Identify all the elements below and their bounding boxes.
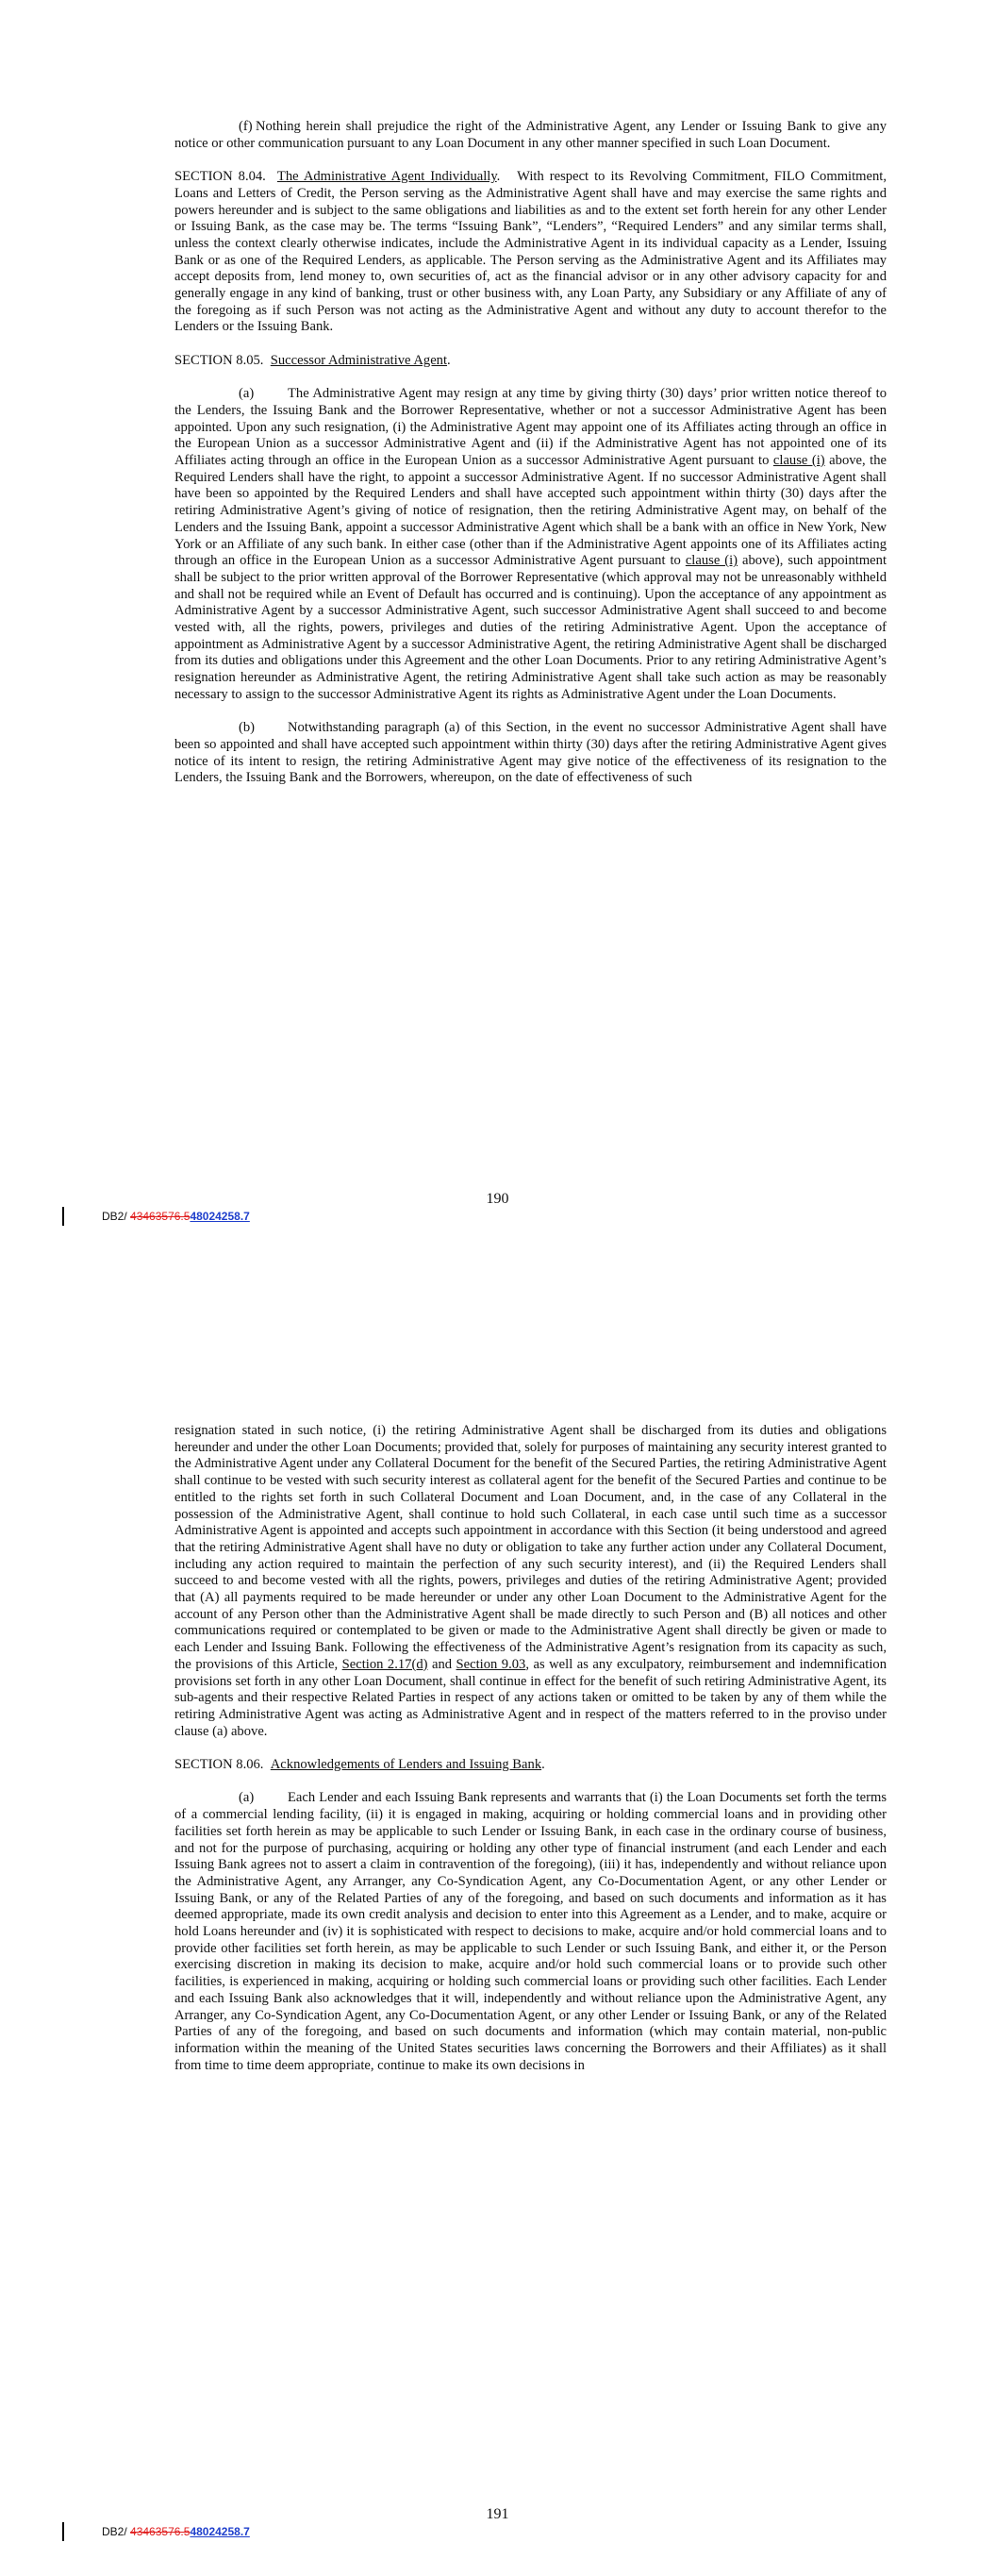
section-reference-link[interactable]: Section 9.03 bbox=[456, 1656, 526, 1672]
change-bar bbox=[62, 1207, 64, 1226]
continuation-paragraph bbox=[174, 1423, 887, 1740]
section-number: SECTION 8.04. bbox=[174, 169, 266, 185]
page-number: 191 bbox=[486, 2506, 509, 2522]
paragraph-text: Nothing herein shall prejudice the right of the Administrative Agent, any Lender or Issuing Bank to give any notice or other communication pursuant to any Loan Document in any other manner specified in such Loan Document. bbox=[174, 119, 887, 151]
section-8-04: SECTION 8.04. The Administrative Agent Individually. With respect to its Revolving Commitment, FILO Commitment, Loans and Letters of Credit, the Person serving as the Administrative Agent shall have and may exercise the same rights and powers hereunder and is subject to the same obligations and liabilities as and to the extent set forth herein for any other Lender or Issuing Bank, as the case may be. The terms “Issuing Bank”, “Lenders”, “Required Lenders” and any similar terms shall, unless the context clearly otherwise indicates, include the Administrative Agent in its individual capacity as a Lender, Issuing Bank or as one of the Required Lenders, as applicable. The Person serving as the Administrative Agent and its Affiliates may accept deposits from, lend money to, own securities of, act as the financial advisor or in any other advisory capacity for and generally engage in any kind of banking, trust or other business with, any Loan Party, any Subsidiary or any Affiliate of any of the foregoing as if such Person was not acting as the Administrative Agent and without any duty to account therefor to the Lenders or the Issuing Bank. bbox=[174, 169, 887, 335]
section-8-06-heading: SECTION 8.06. Acknowledgements of Lenders and Issuing Bank. bbox=[174, 1757, 545, 1773]
paragraph-b bbox=[174, 720, 887, 787]
inserted-doc-id: 48024258.7 bbox=[190, 2525, 250, 2538]
paragraph-text: above), such appointment shall be subject to the prior written approval of the Borrower Representative (which approval may not be unreasonably withheld and shall not be required while an Event of Default has occurred and is continuing). Upon the acceptance of any appointment as Administrative Agent by a successor Administrative Agent, such successor Administrative Agent shall succeed to and become vested with, all the rights, powers, privileges and duties of the retiring Administrative Agent. Upon the acceptance of appointment as Administrative Agent by a successor Administrative Agent, the retiring Administrative Agent shall be discharged from its duties and obligations under this Agreement and the other Loan Documents. Prior to any retiring Administrative Agent’s resignation hereunder as Administrative Agent, the retiring Administrative Agent shall take such action as may be reasonably necessary to assign to the successor Administrative Agent its rights as Administrative Agent under the Loan Documents. bbox=[174, 553, 887, 702]
footer-prefix: DB2/ bbox=[102, 2525, 127, 2538]
paragraph-text: and bbox=[427, 1656, 456, 1672]
change-bar bbox=[62, 2522, 64, 2541]
clause-reference-link[interactable]: clause (i) bbox=[772, 453, 825, 469]
paragraph-text: The Administrative Agent may resign at any time by giving thirty (30) days’ prior written notice thereof to the Lenders, the Issuing Bank and the Borrower Representative, whether or not a successor Administrative Agent has been appointed. Upon any such resignation, (i) the Administrative Agent may appoint one of its Affiliates acting through an office in the European Union as a successor Administrative Agent and (ii) if the Administrative Agent has not appointed one of its Affiliates acting through an office in the European Union as a successor Administrative Agent pursuant to bbox=[174, 386, 887, 469]
page-body bbox=[174, 1423, 887, 2091]
section-title: Acknowledgements of Lenders and Issuing Bank bbox=[270, 1757, 542, 1773]
paragraph-text: , as well as any exculpatory, reimbursement and indemnification provisions set forth in any other Loan Document, shall continue in effect for the benefit of such retiring Administrative Agent, its sub-agents and their respective Related Parties in respect of any actions taken or omitted to be taken by any of them while the retiring Administrative Agent was acting as Administrative Agent and in respect of the matters referred to in the proviso under clause (a) above. bbox=[174, 1656, 887, 1739]
section-8-05-heading: SECTION 8.05. Successor Administrative Agent. bbox=[174, 352, 451, 368]
page-191 bbox=[0, 1378, 995, 2576]
paragraph-text: Each Lender and each Issuing Bank represents and warrants that (i) the Loan Documents set forth the terms of a commercial lending facility, (ii) it is engaged in making, acquiring or holding commercial loans and in providing other facilities set forth herein as may be applicable to such Lender or Issuing Bank, in each case in the ordinary course of business, and not for the purpose of purchasing, acquiring or holding any other type of financial instrument (and each Lender and each Issuing Bank agrees not to assert a claim in contravention of the foregoing), (iii) it has, independently and without reliance upon the Administrative Agent, any Arranger, any Co-Syndication Agent, any Co-Documentation Agent, or any other Lender or Issuing Bank, or any of the Related Parties of any of the foregoing, and based on such documents and information as it has deemed appropriate, made its own credit analysis and decision to enter into this Agreement as a Lender, and to make, acquire or hold Loans hereunder and (iv) it is sophisticated with respect to decisions to make, acquire and/or hold commercial loans and to provide other facilities set forth herein, as may be applicable to such Lender or such Issuing Bank, and either it, or the Person exercising discretion in making its decision to make, acquire and/or hold such commercial loans or to provide such other facilities, is experienced in making, acquiring or holding such commercial loans or providing such other facilities. Each Lender and each Issuing Bank also acknowledges that it will, independently and without reliance upon the Administrative Agent, any Arranger, any Co-Syndication Agent, any Co-Documentation Agent, or any other Lender or Issuing Bank, or any of the Related Parties of any of the foregoing, and based on such documents and information (which may contain material, non-public information within the meaning of the United States securities laws concerning the Borrowers and their Affiliates) as it shall from time to time deem appropriate, continue to make its own decisions in bbox=[174, 1790, 887, 2073]
paragraph-label: (a) bbox=[239, 1790, 255, 1806]
section-title: The Administrative Agent Individually bbox=[276, 169, 497, 185]
section-text: With respect to its Revolving Commitment, FILO Commitment, Loans and Letters of Credit, the Person serving as the Administrative Agent shall have and may exercise the same rights and powers hereunder and is subject to the same obligations and liabilities as and to the extent set forth herein for any other Lender or Issuing Bank, as the case may be. The terms “Issuing Bank”, “Lenders”, “Required Lenders” and any similar terms shall, unless the context clearly otherwise indicates, include the Administrative Agent in its individual capacity as a Lender, Issuing Bank or as one of the Required Lenders, as applicable. The Person serving as the Administrative Agent and its Affiliates may accept deposits from, lend money to, own securities of, act as the financial advisor or in any other advisory capacity for and generally engage in any kind of banking, trust or other business with, any Loan Party, any Subsidiary or any Affiliate of any of the foregoing as if such Person was not acting as the Administrative Agent and without any duty to account therefor to the Lenders or the Issuing Bank. bbox=[174, 169, 887, 335]
document-footer bbox=[62, 2522, 250, 2541]
paragraph-a bbox=[174, 1790, 887, 2074]
section-reference-link[interactable]: Section 2.17(d) bbox=[341, 1656, 428, 1672]
paragraph-a bbox=[174, 386, 887, 703]
page-body bbox=[174, 119, 887, 804]
clause-reference-link[interactable]: clause (i) bbox=[685, 553, 738, 569]
paragraph-f bbox=[174, 119, 887, 152]
paragraph-text: Notwithstanding paragraph (a) of this Section, in the event no successor Administrative Agent shall have been so appointed and shall have accepted such appointment within thirty (30) days after the retiring Administrative Agent gives notice of its intent to resign, the retiring Administrative Agent may give notice of the effectiveness of its resignation to the Lenders, the Issuing Bank and the Borrowers, whereupon, on the date of effectiveness of such bbox=[174, 720, 887, 786]
paragraph-label: (b) bbox=[239, 720, 256, 736]
page-number: 190 bbox=[486, 1191, 509, 1207]
deleted-doc-id: 43463576.5 bbox=[130, 2525, 191, 2538]
document-footer bbox=[62, 1207, 250, 1226]
paragraph-text: resignation stated in such notice, (i) the retiring Administrative Agent shall be discharged from its duties and obligations hereunder and under the other Loan Documents; provided that, solely for purposes of maintaining any security interest granted to the Administrative Agent under any Collateral Document for the benefit of the Secured Parties, the retiring Administrative Agent shall continue to be vested with such security interest as collateral agent for the benefit of the Secured Parties and continue to be entitled to the rights set forth in such Collateral Document and Loan Document, and, in the case of any Collateral in the possession of the Administrative Agent, shall continue to hold such Collateral, in each case until such time as a successor Administrative Agent is appointed and accepts such appointment in accordance with this Section (it being understood and agreed that the retiring Administrative Agent shall have no duty or obligation to take any further action under any Collateral Document, including any action required to maintain the perfection of any such security interest), and (ii) the Required Lenders shall succeed to and become vested with all the rights, powers, privileges and duties of the retiring Administrative Agent; provided that (A) all payments required to be made hereunder or under any other Loan Document to the Administrative Agent for the account of any Person other than the Administrative Agent shall be made directly to such Person and (B) all notices and other communications required or contemplated to be given or made to the Administrative Agent shall directly be given or made to each Lender and Issuing Bank. Following the effectiveness of the Administrative Agent’s resignation from its capacity as such, the provisions of this Article, bbox=[174, 1423, 887, 1672]
footer-prefix: DB2/ bbox=[102, 1210, 127, 1223]
paragraph-text: above, the Required Lenders shall have the right, to appoint a successor Administrative Agent. If no successor Administrative Agent shall have been so appointed by the Required Lenders and shall have accepted such appointment within thirty (30) days after the retiring Administrative Agent’s giving of notice of resignation, then the retiring Administrative Agent may, on behalf of the Lenders and the Issuing Bank, appoint a successor Administrative Agent which shall be a bank with an office in New York, New York or an Affiliate of any such bank. In either case (other than if the Administrative Agent appoints one of its Affiliates acting through an office in the European Union as a successor Administrative Agent pursuant to bbox=[174, 453, 887, 569]
paragraph-label: (a) bbox=[239, 386, 255, 402]
paragraph-label: (f) bbox=[239, 119, 253, 134]
section-title: Successor Administrative Agent bbox=[270, 352, 448, 368]
inserted-doc-id: 48024258.7 bbox=[190, 1210, 250, 1223]
deleted-doc-id: 43463576.5 bbox=[130, 1210, 191, 1223]
section-number: SECTION 8.06. bbox=[174, 1757, 264, 1773]
section-number: SECTION 8.05. bbox=[174, 352, 264, 368]
page-190 bbox=[0, 0, 995, 1227]
